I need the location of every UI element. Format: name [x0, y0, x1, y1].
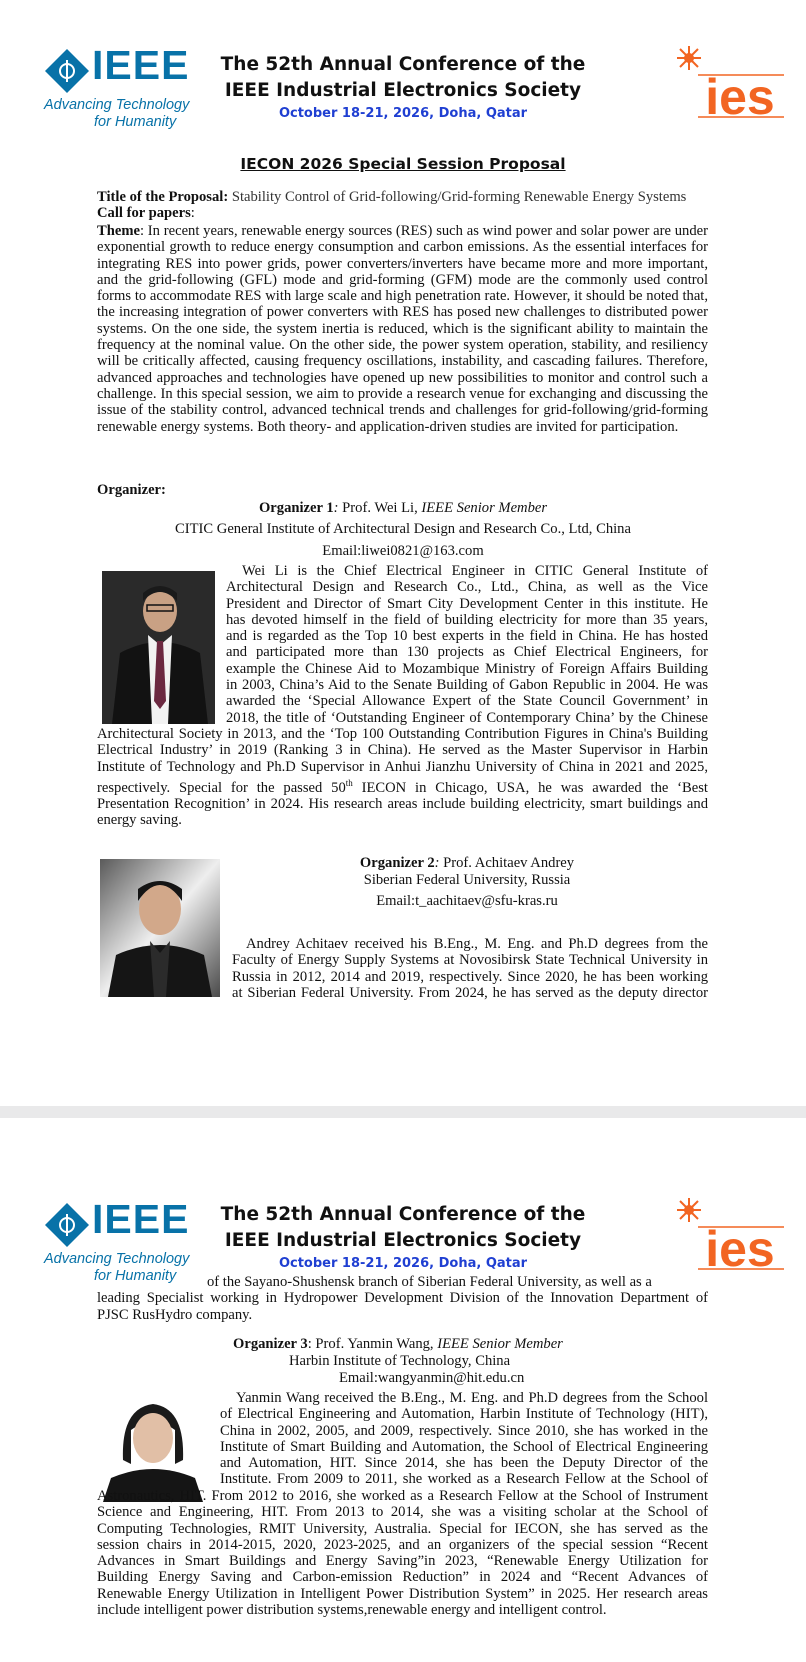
ies-wordmark: ies	[705, 1221, 775, 1274]
org1-bio-line: and participated more than 130 projects as Chief Electrical Engineers, for	[226, 644, 708, 661]
org1-bio-line: has devoted himself in the field of building electricity for more than 35 years,	[226, 611, 708, 628]
org3-bio-line: Advances in Smart Buildings and Energy Saving”in 2023, “Renewable Energy Utilization for	[97, 1553, 708, 1570]
org2-affiliation: Siberian Federal University, Russia	[363, 872, 571, 888]
proposal-heading: IECON 2026 Special Session Proposal	[240, 155, 566, 173]
org1-bio-line: Architectural Society in 2013, and the ‘Top 100 Outstanding Contribution Figures in China's Building	[97, 726, 708, 742]
org3-photo	[97, 1390, 209, 1502]
org1-bio-line: energy saving.	[97, 812, 182, 829]
org3-bio-line: session chairs in 2014-2015, 2020, 2023-2025, and an organizers of the special session “Recent	[97, 1536, 708, 1553]
org1-bio-line: Institute of Technology and Ph.D Supervisor in Anhui Jianzhu University of China in 2021 and 2025,	[97, 758, 708, 775]
org2-bio-line: Faculty of Energy Supply Systems at Novosibirsk State Technical University in	[232, 952, 708, 969]
org3-bio-wrap-full	[97, 1488, 708, 1618]
page-2	[0, 1118, 806, 1662]
org1-bio-text: respectively. Special for the passed 50	[97, 779, 346, 796]
org1-email: Email:liwei0821@163.com	[322, 543, 484, 559]
org2-bio-line: Andrey Achitaev received his B.Eng., M. Eng. and Ph.D degrees from the	[246, 936, 708, 952]
ies-wordmark: ies	[705, 69, 775, 122]
ieee-tagline-1: Advancing Technology	[44, 97, 190, 113]
org3-bio-line: Science and Engineering, HIT. From 2013 to 2014, she was a visiting scholar at the School of	[97, 1504, 708, 1521]
org2-bio-line: leading Specialist working in Hydropower Development Division of the Innovation Department of	[97, 1290, 708, 1307]
org1-bio-line: Presentation Recognition’ in 2024. His research areas include building electricity, smart buildings and	[97, 796, 708, 813]
org2-email: Email:t_aachitaev@sfu-kras.ru	[376, 893, 558, 909]
org1-affiliation: CITIC General Institute of Architectural Design and Research Co., Ltd, China	[175, 521, 631, 537]
org2-bio-continued	[97, 1274, 708, 1323]
organizer-heading: Organizer:	[97, 482, 166, 498]
ieee-diamond-icon	[44, 1202, 90, 1248]
org3-bio-line: Astronautics, HIT. From 2012 to 2016, she worked as a Research Fellow at the School of Instrument	[97, 1488, 708, 1504]
org3-bio-line: and Automation, HIT. Since 2014, she has been the Deputy Director of the	[220, 1455, 708, 1472]
theme-label: Theme	[97, 223, 140, 239]
org3-name: Prof. Yanmin Wang,	[311, 1336, 438, 1352]
org1-bio-line	[97, 775, 708, 796]
org1-label: Organizer 1	[258, 500, 334, 516]
org1-bio-line: and is regarded as the Top 10 best experts in the field in China. He has hosted	[226, 628, 708, 645]
conference-title-line-2: IEEE Industrial Electronics Society	[224, 80, 582, 101]
ieee-tagline-1: Advancing Technology	[44, 1251, 190, 1267]
org2-label: Organizer 2	[359, 855, 435, 871]
org2-colon: :	[434, 855, 440, 871]
org1-bio-line: awarded the ‘Special Allowance Expert of the State Council Government’ in	[226, 693, 708, 710]
ies-logo	[676, 1196, 788, 1274]
org2-bio-line: of the Sayano-Shushensk branch of Siberian Federal University, as well as a	[207, 1274, 652, 1290]
org3-bio-line: Institute of Smart Building and Automation, the School of Electrical Engineering	[220, 1438, 708, 1455]
proposal-title-value: Stability Control of Grid-following/Grid-forming Renewable Energy Systems	[228, 189, 687, 205]
call-for-papers-colon: :	[190, 205, 195, 221]
ieee-diamond-icon	[44, 48, 90, 94]
org3-bio-line: Building Energy Saving and Carbon-emission Reduction” in 2024 and “Recent Advances of	[97, 1569, 708, 1586]
org2-photo	[100, 859, 220, 997]
org3-grade: IEEE Senior Member	[437, 1336, 563, 1352]
org2-bio-line: at Siberian Federal University. From 2024, he has served as the deputy director	[232, 984, 708, 1001]
org2-bio-line: Russia in 2012, 2014 and 2019, respectively. Since 2020, he has been working	[232, 968, 708, 985]
org1-bio-line: example the Chinese Aid to Mozambique Ministry of Foreign Affairs Building	[226, 660, 708, 677]
org3-bio-line: of Electrical Engineering and Automation, Harbin Institute of Technology (HIT),	[220, 1406, 708, 1423]
org2-name: Prof. Achitaev Andrey	[439, 855, 575, 871]
page-header	[0, 0, 806, 130]
org3-label: Organizer 3	[233, 1336, 308, 1352]
org3-bio-line: China in 2002, 2005, and 2009, respectively. Since 2010, she has worked in the	[220, 1422, 708, 1439]
org3-affiliation: Harbin Institute of Technology, China	[289, 1353, 511, 1369]
org3-name-line	[226, 1336, 715, 1352]
org3-bio-line: Renewable Energy Utilization in Intelligent Power Distribution System” in 2025. Her research areas	[97, 1585, 708, 1602]
org1-bio-line: in 2003, China’s Aid to the Senate Building of Gabon Republic in 2004. He was	[226, 677, 708, 694]
org1-bio-superscript: th	[345, 777, 353, 788]
org1-bio-wrap-full	[97, 726, 708, 829]
org1-name: Prof. Wei Li,	[338, 500, 422, 516]
call-for-papers	[97, 205, 708, 221]
org3-colon: :	[307, 1336, 312, 1352]
org3-bio-wrap	[220, 1390, 708, 1488]
org1-bio-line: Architectural Design and Research Co., Ltd., China, as well as the Vice	[226, 579, 708, 596]
org1-bio-line: President and Director of Smart City Development Center in this institute. He	[226, 595, 708, 612]
theme-paragraph	[97, 223, 708, 435]
org1-bio-wrap	[226, 563, 708, 726]
conference-title-line-2: IEEE Industrial Electronics Society	[224, 1230, 582, 1251]
proposal-title-label: Title of the Proposal:	[97, 189, 229, 205]
conference-date-location: October 18-21, 2026, Doha, Qatar	[278, 106, 528, 121]
conference-title-line-1: The 52th Annual Conference of the	[220, 1204, 586, 1225]
ieee-logo	[44, 42, 204, 136]
org1-grade: IEEE Senior Member	[421, 500, 548, 516]
org3-email: Email:wangyanmin@hit.edu.cn	[339, 1370, 525, 1386]
org3-bio-line: Institute. From 2009 to 2011, she worked as a Research Fellow at the School of	[220, 1471, 708, 1488]
ieee-tagline-2: for Humanity	[94, 1268, 177, 1284]
org1-bio-text: IECON in Chicago, USA, he was awarded the ‘Best	[352, 779, 708, 796]
org3-bio-line: Computing Technologies, RMIT University, Australia. Special for IECON, she has served as the	[97, 1520, 708, 1537]
org2-bio-wrap	[232, 936, 708, 1001]
org1-colon: :	[333, 500, 339, 516]
call-for-papers-label: Call for papers	[97, 205, 191, 221]
theme-text: : In recent years, renewable energy sources (RES) such as wind power and solar power are under exponential growth to reduce energy consumption and carbon emissions. As the essential interfaces for integrating RES into power grids, power converters/inverters have became more and more important, and the grid-following (GFL) mode and grid-forming (GFM) mode are the commonly used control forms to accommodate RES with large scale and high penetration rate. However, it should be noted that, the increasing integration of power converters with RES has posed new challenges to distributed power systems. On the one side, the system inertia is reduced, which is the significant ability to maintain the frequency at the nominal value. On the other side, the power system operation, stability, and resiliency will be critically affected, causing frequency oscillations, instability, and cascading failures. Therefore, advanced approaches and technologies have opened up new possibilities to monitor and control such a challenge. In this special session, we aim to provide a research venue for exchanging and discussing the issue of the stability control, advanced technical trends and challenges for grid-following/grid-forming renewable energy systems. Both theory- and application-driven studies are invited for participation.	[97, 223, 708, 435]
org1-bio-line: 2018, the title of ‘Outstanding Engineer of Contemporary China’ by the Chinese	[226, 709, 708, 726]
conference-date-location: October 18-21, 2026, Doha, Qatar	[278, 1256, 528, 1271]
org2-bio-line: PJSC RusHydro company.	[97, 1306, 253, 1323]
org3-bio-line: include intelligent power distribution systems,renewable energy and intelligent control.	[97, 1602, 607, 1619]
org1-bio-line: Wei Li is the Chief Electrical Engineer in CITIC General Institute of	[242, 563, 708, 579]
ieee-tagline-2: for Humanity	[94, 114, 177, 130]
ieee-wordmark: IEEE	[92, 42, 190, 88]
conference-title-line-1: The 52th Annual Conference of the	[220, 54, 586, 75]
org1-photo	[102, 571, 215, 724]
proposal-title	[97, 189, 708, 205]
ies-logo	[676, 44, 788, 122]
org1-bio-line: Electrical Industry’ in 2019 (Ranking 3 in China). He served as the Master Supervisor in Harbin	[97, 742, 708, 759]
org1-name-line	[0, 500, 806, 516]
ieee-wordmark: IEEE	[92, 1196, 190, 1242]
org2-name-line	[226, 855, 708, 871]
org3-bio-line: Yanmin Wang received the B.Eng., M. Eng. and Ph.D degrees from the School	[236, 1390, 708, 1406]
